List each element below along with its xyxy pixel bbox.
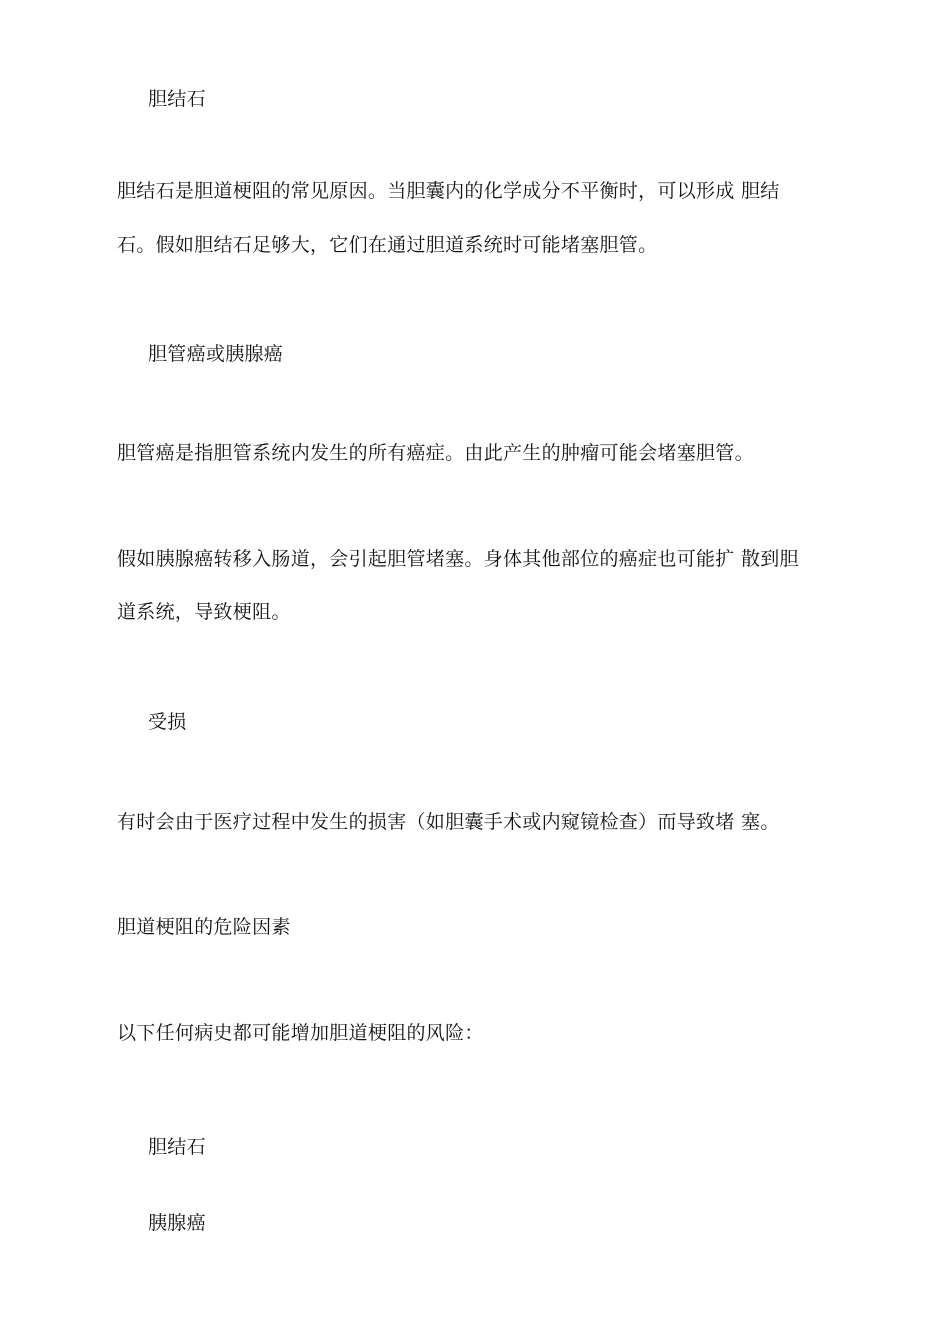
paragraph-risk-intro: 以下任何病史都可能增加胆道梗阻的风险：	[117, 1022, 484, 1044]
paragraph-pancreatic-cancer-line-2: 道系统，导致梗阻。	[117, 601, 291, 623]
paragraph-pancreatic-cancer-line-1: 假如胰腺癌转移入肠道，会引起胆管堵塞。身体其他部位的癌症也可能扩 散到胆	[117, 548, 799, 570]
list-item: 胆结石	[148, 1136, 206, 1158]
paragraph-gallstones-line-1: 胆结石是胆道梗阻的常见原因。当胆囊内的化学成分不平衡时，可以形成 胆结	[117, 180, 780, 202]
paragraph-gallstones-line-2: 石。假如胆结石足够大，它们在通过胆道系统时可能堵塞胆管。	[117, 234, 658, 256]
paragraph-bile-duct-cancer: 胆管癌是指胆管系统内发生的所有癌症。由此产生的肿瘤可能会堵塞胆管。	[117, 442, 754, 464]
heading-bile-duct-cancer: 胆管癌或胰腺癌	[148, 343, 284, 365]
list-item: 胰腺癌	[148, 1212, 206, 1234]
heading-injury: 受损	[148, 711, 187, 733]
paragraph-injury: 有时会由于医疗过程中发生的损害（如胆囊手术或内窥镜检查）而导致堵 塞。	[117, 811, 780, 833]
heading-gallstones: 胆结石	[148, 88, 206, 110]
heading-risk-factors: 胆道梗阻的危险因素	[117, 916, 291, 938]
